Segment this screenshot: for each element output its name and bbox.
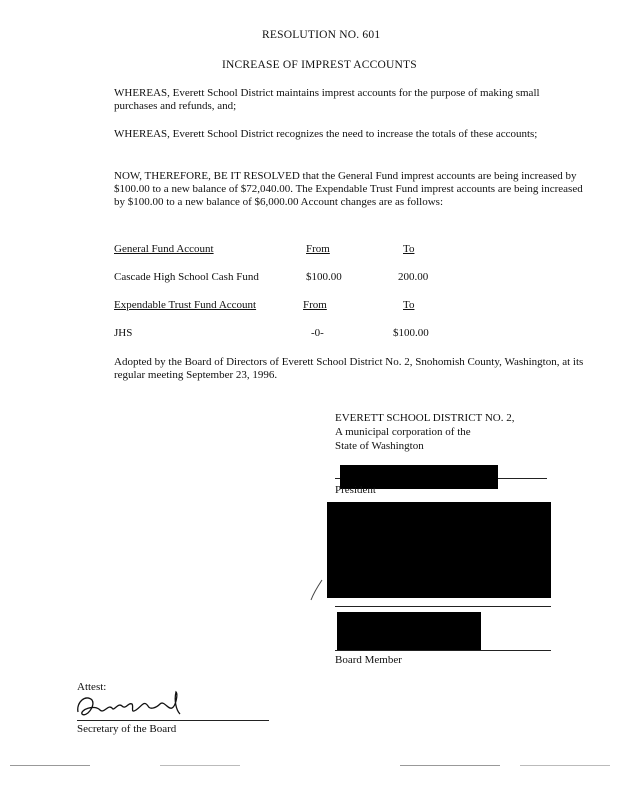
trust-fund-row-from: -0- (311, 327, 324, 339)
secretary-signature-line (77, 720, 269, 721)
scan-artifact-line-1 (10, 765, 90, 766)
president-label: President (335, 484, 376, 496)
trust-fund-header-to: To (403, 299, 415, 311)
trust-fund-row-to: $100.00 (393, 327, 429, 339)
secretary-label: Secretary of the Board (77, 723, 177, 735)
whereas-paragraph-2: WHEREAS, Everett School District recognizes the need to increase the totals of these accounts; (114, 128, 538, 140)
general-fund-header-account: General Fund Account (114, 243, 214, 255)
scan-artifact-line-4 (520, 765, 610, 766)
adopted-paragraph: Adopted by the Board of Directors of Everett School District No. 2, Snohomish County, Washington, at its regular meeting September 23, 1996. (114, 356, 584, 381)
general-fund-header-to: To (403, 243, 415, 255)
general-fund-row-to: 200.00 (398, 271, 429, 283)
general-fund-row-account: Cascade High School Cash Fund (114, 271, 259, 283)
trust-fund-row-account: JHS (114, 327, 133, 339)
secretary-signature (72, 688, 192, 724)
district-line-2: A municipal corporation of the (335, 426, 471, 438)
scan-artifact-line-2 (160, 765, 240, 766)
pen-mark (308, 578, 328, 604)
attest-label: Attest: (77, 681, 107, 693)
resolved-paragraph: NOW, THEREFORE, BE IT RESOLVED that the General Fund imprest accounts are being increased by $100.00 to a new balance of $72,040.00. The Expendable Trust Fund imprest accounts are being increased by $100.00 to a new balance of $6,000.00 Account changes are as follows: (114, 170, 583, 208)
district-name: EVERETT SCHOOL DISTRICT NO. 2, (335, 412, 515, 424)
board-signature-line-1 (335, 606, 551, 607)
scan-artifact-line-3 (400, 765, 500, 766)
whereas-paragraph-1: WHEREAS, Everett School District maintains imprest accounts for the purpose of making small purchases and refunds, and; (114, 87, 540, 112)
trust-fund-header-account: Expendable Trust Fund Account (114, 299, 257, 311)
board-member-redaction (337, 612, 481, 650)
board-signatures-redaction (327, 502, 551, 598)
trust-fund-header-from: From (303, 299, 327, 311)
general-fund-header-from: From (306, 243, 330, 255)
resolution-subject: INCREASE OF IMPREST ACCOUNTS (222, 59, 417, 71)
general-fund-row-from: $100.00 (306, 271, 342, 283)
board-member-signature-line (335, 650, 551, 651)
board-member-label: Board Member (335, 654, 402, 666)
resolution-title: RESOLUTION NO. 601 (262, 29, 381, 41)
district-line-3: State of Washington (335, 440, 424, 452)
